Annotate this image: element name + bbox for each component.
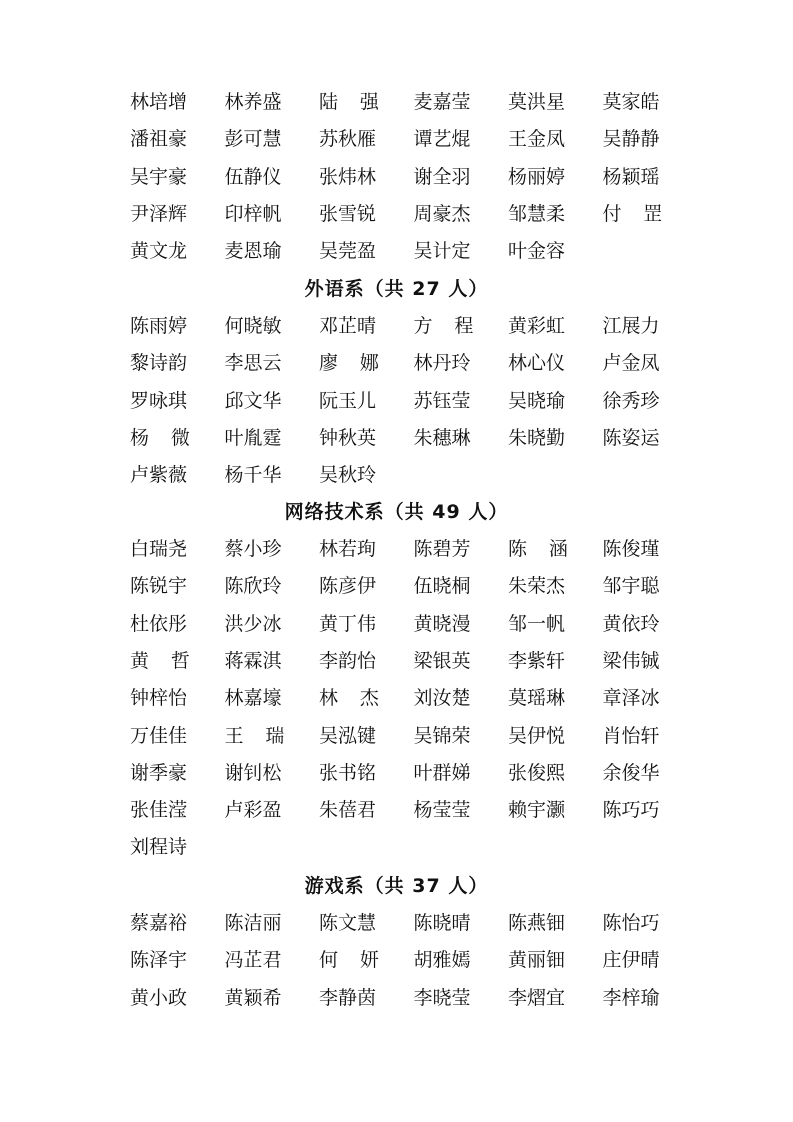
person-name: 叶群娣 [413,761,471,784]
person-name: 章泽冰 [602,687,660,710]
person-name: 陈泽宇 [130,949,188,972]
person-name: 朱蓓君 [319,799,377,822]
person-name: 吴静静 [602,128,660,151]
person-name: 冯芷君 [224,949,282,972]
person-name: 吴锦荣 [413,724,471,747]
person-name: 罗咏琪 [130,389,188,412]
person-name: 杨丽婷 [508,165,566,188]
person-name: 徐秀珍 [602,389,660,412]
person-name: 李晓莹 [413,986,471,1009]
person-name: 邹慧柔 [508,202,566,225]
person-name: 白瑞尧 [130,538,188,560]
person-name: 卢紫薇 [130,464,188,487]
person-name: 陈怡巧 [602,912,660,934]
person-name: 蔡小珍 [224,538,282,560]
person-name: 张炜林 [319,165,377,188]
person-name: 伍晓桐 [413,575,471,598]
person-name: 吴泓键 [319,724,377,747]
person-name: 陈锐宇 [130,575,188,598]
person-name: 陈巧巧 [602,799,660,822]
person-name: 方程 [413,315,496,337]
person-name: 钟梓怡 [130,687,188,710]
person-name: 邱文华 [224,389,282,412]
section-heading: 网络技术系（共 49 人） [284,501,509,523]
person-name: 张俊熙 [508,761,566,784]
person-name: 麦嘉莹 [413,91,471,113]
person-name: 张雪锐 [319,202,377,225]
person-name: 黄依玲 [602,612,660,635]
person-name: 谭艺焜 [413,128,471,151]
person-name: 黄丽钿 [508,949,566,972]
person-name: 朱晓勤 [508,426,566,449]
person-name: 庄伊晴 [602,949,660,972]
person-name: 张书铭 [319,761,377,784]
person-name: 陈燕钿 [508,912,566,934]
person-name: 杨微 [130,426,212,449]
person-name: 吴秋玲 [319,464,377,487]
person-name: 阮玉儿 [319,389,377,412]
person-name: 杜依彤 [130,612,188,635]
person-name: 黎诗韵 [130,352,188,375]
person-name: 杨千华 [224,464,282,487]
person-name: 吴宇豪 [130,165,188,188]
person-name: 黄丁伟 [319,612,377,635]
person-name: 洪少冰 [224,612,282,635]
person-name: 周豪杰 [413,202,471,225]
person-name: 李熠宜 [508,986,566,1009]
person-name: 邹宇聪 [602,575,660,598]
person-name: 李思云 [224,352,282,375]
person-name: 苏秋雁 [319,128,377,151]
person-name: 伍静仪 [224,165,282,188]
person-name: 叶胤霆 [224,426,282,449]
person-name: 李紫轩 [508,649,566,672]
person-name: 卢彩盈 [224,799,282,822]
person-name: 黄晓漫 [413,612,471,635]
person-name: 何妍 [319,949,401,972]
person-name: 陈雨婷 [130,315,188,337]
person-name: 余俊华 [602,761,660,784]
person-name: 梁伟铖 [602,649,660,672]
person-name: 万佳佳 [130,724,188,747]
person-name: 江展力 [602,315,660,337]
person-name: 黄小政 [130,986,188,1009]
person-name: 黄文龙 [130,240,188,263]
person-name: 陆强 [319,91,401,113]
person-name: 何晓敏 [224,315,282,337]
person-name: 陈彦伊 [319,575,377,598]
person-name: 卢金凤 [602,352,660,375]
person-name: 蔡嘉裕 [130,912,188,934]
person-name: 黄彩虹 [508,315,566,337]
person-name: 张佳滢 [130,799,188,822]
person-name: 陈文慧 [319,912,377,934]
person-name: 吴晓瑜 [508,389,566,412]
person-name: 刘程诗 [130,836,188,859]
person-name: 梁银英 [413,649,471,672]
person-name: 陈洁丽 [224,912,282,934]
section-heading: 外语系（共 27 人） [304,278,489,300]
person-name: 王瑞 [224,724,307,747]
person-name: 杨莹莹 [413,799,471,822]
person-name: 钟秋英 [319,426,377,449]
person-name: 陈欣玲 [224,575,282,598]
person-name: 陈姿运 [602,426,660,449]
person-name: 莫洪星 [508,91,566,113]
person-name: 麦恩瑜 [224,240,282,263]
person-name: 黄哲 [130,649,212,672]
person-name: 邓芷晴 [319,315,377,337]
person-name: 赖宇灏 [508,799,566,822]
person-name: 潘祖豪 [130,128,188,151]
person-name: 印梓帆 [224,202,282,225]
person-name: 彭可慧 [224,128,282,151]
person-name: 叶金容 [508,240,566,263]
person-name: 陈晓晴 [413,912,471,934]
person-name: 陈涵 [508,538,590,560]
person-name: 莫瑶琳 [508,687,566,710]
person-name: 陈碧芳 [413,538,471,560]
person-name: 谢全羽 [413,165,471,188]
person-name: 林养盛 [224,91,282,113]
person-name: 吴莞盈 [319,240,377,263]
person-name: 林杰 [319,687,401,710]
person-name: 蒋霖淇 [224,649,282,672]
person-name: 刘汝楚 [413,687,471,710]
section-heading: 游戏系（共 37 人） [304,875,489,897]
person-name: 林嘉壕 [224,687,282,710]
person-name: 莫家皓 [602,91,660,113]
person-name: 林丹玲 [413,352,471,375]
person-name: 吴伊悦 [508,724,566,747]
person-name: 苏钰莹 [413,389,471,412]
person-name: 谢季豪 [130,761,188,784]
person-name: 廖娜 [319,352,401,375]
person-name: 李梓瑜 [602,986,660,1009]
person-name: 朱穗琳 [413,426,471,449]
person-name: 杨颖瑶 [602,165,660,188]
person-name: 黄颖希 [224,986,282,1009]
person-name: 朱荣杰 [508,575,566,598]
person-name: 谢钊松 [224,761,282,784]
person-name: 林若珣 [319,538,377,560]
person-name: 李静茵 [319,986,377,1009]
person-name: 胡雅嫣 [413,949,471,972]
person-name: 邹一帆 [508,612,566,635]
person-name: 陈俊瑾 [602,538,660,560]
person-name: 尹泽辉 [130,202,188,225]
person-name: 吴计定 [413,240,471,263]
person-name: 李韵怡 [319,649,377,672]
person-name: 林培增 [130,91,188,113]
person-name: 林心仪 [508,352,566,375]
person-name: 王金凤 [508,128,566,151]
person-name: 肖怡轩 [602,724,660,747]
person-name: 付罡 [602,202,685,225]
